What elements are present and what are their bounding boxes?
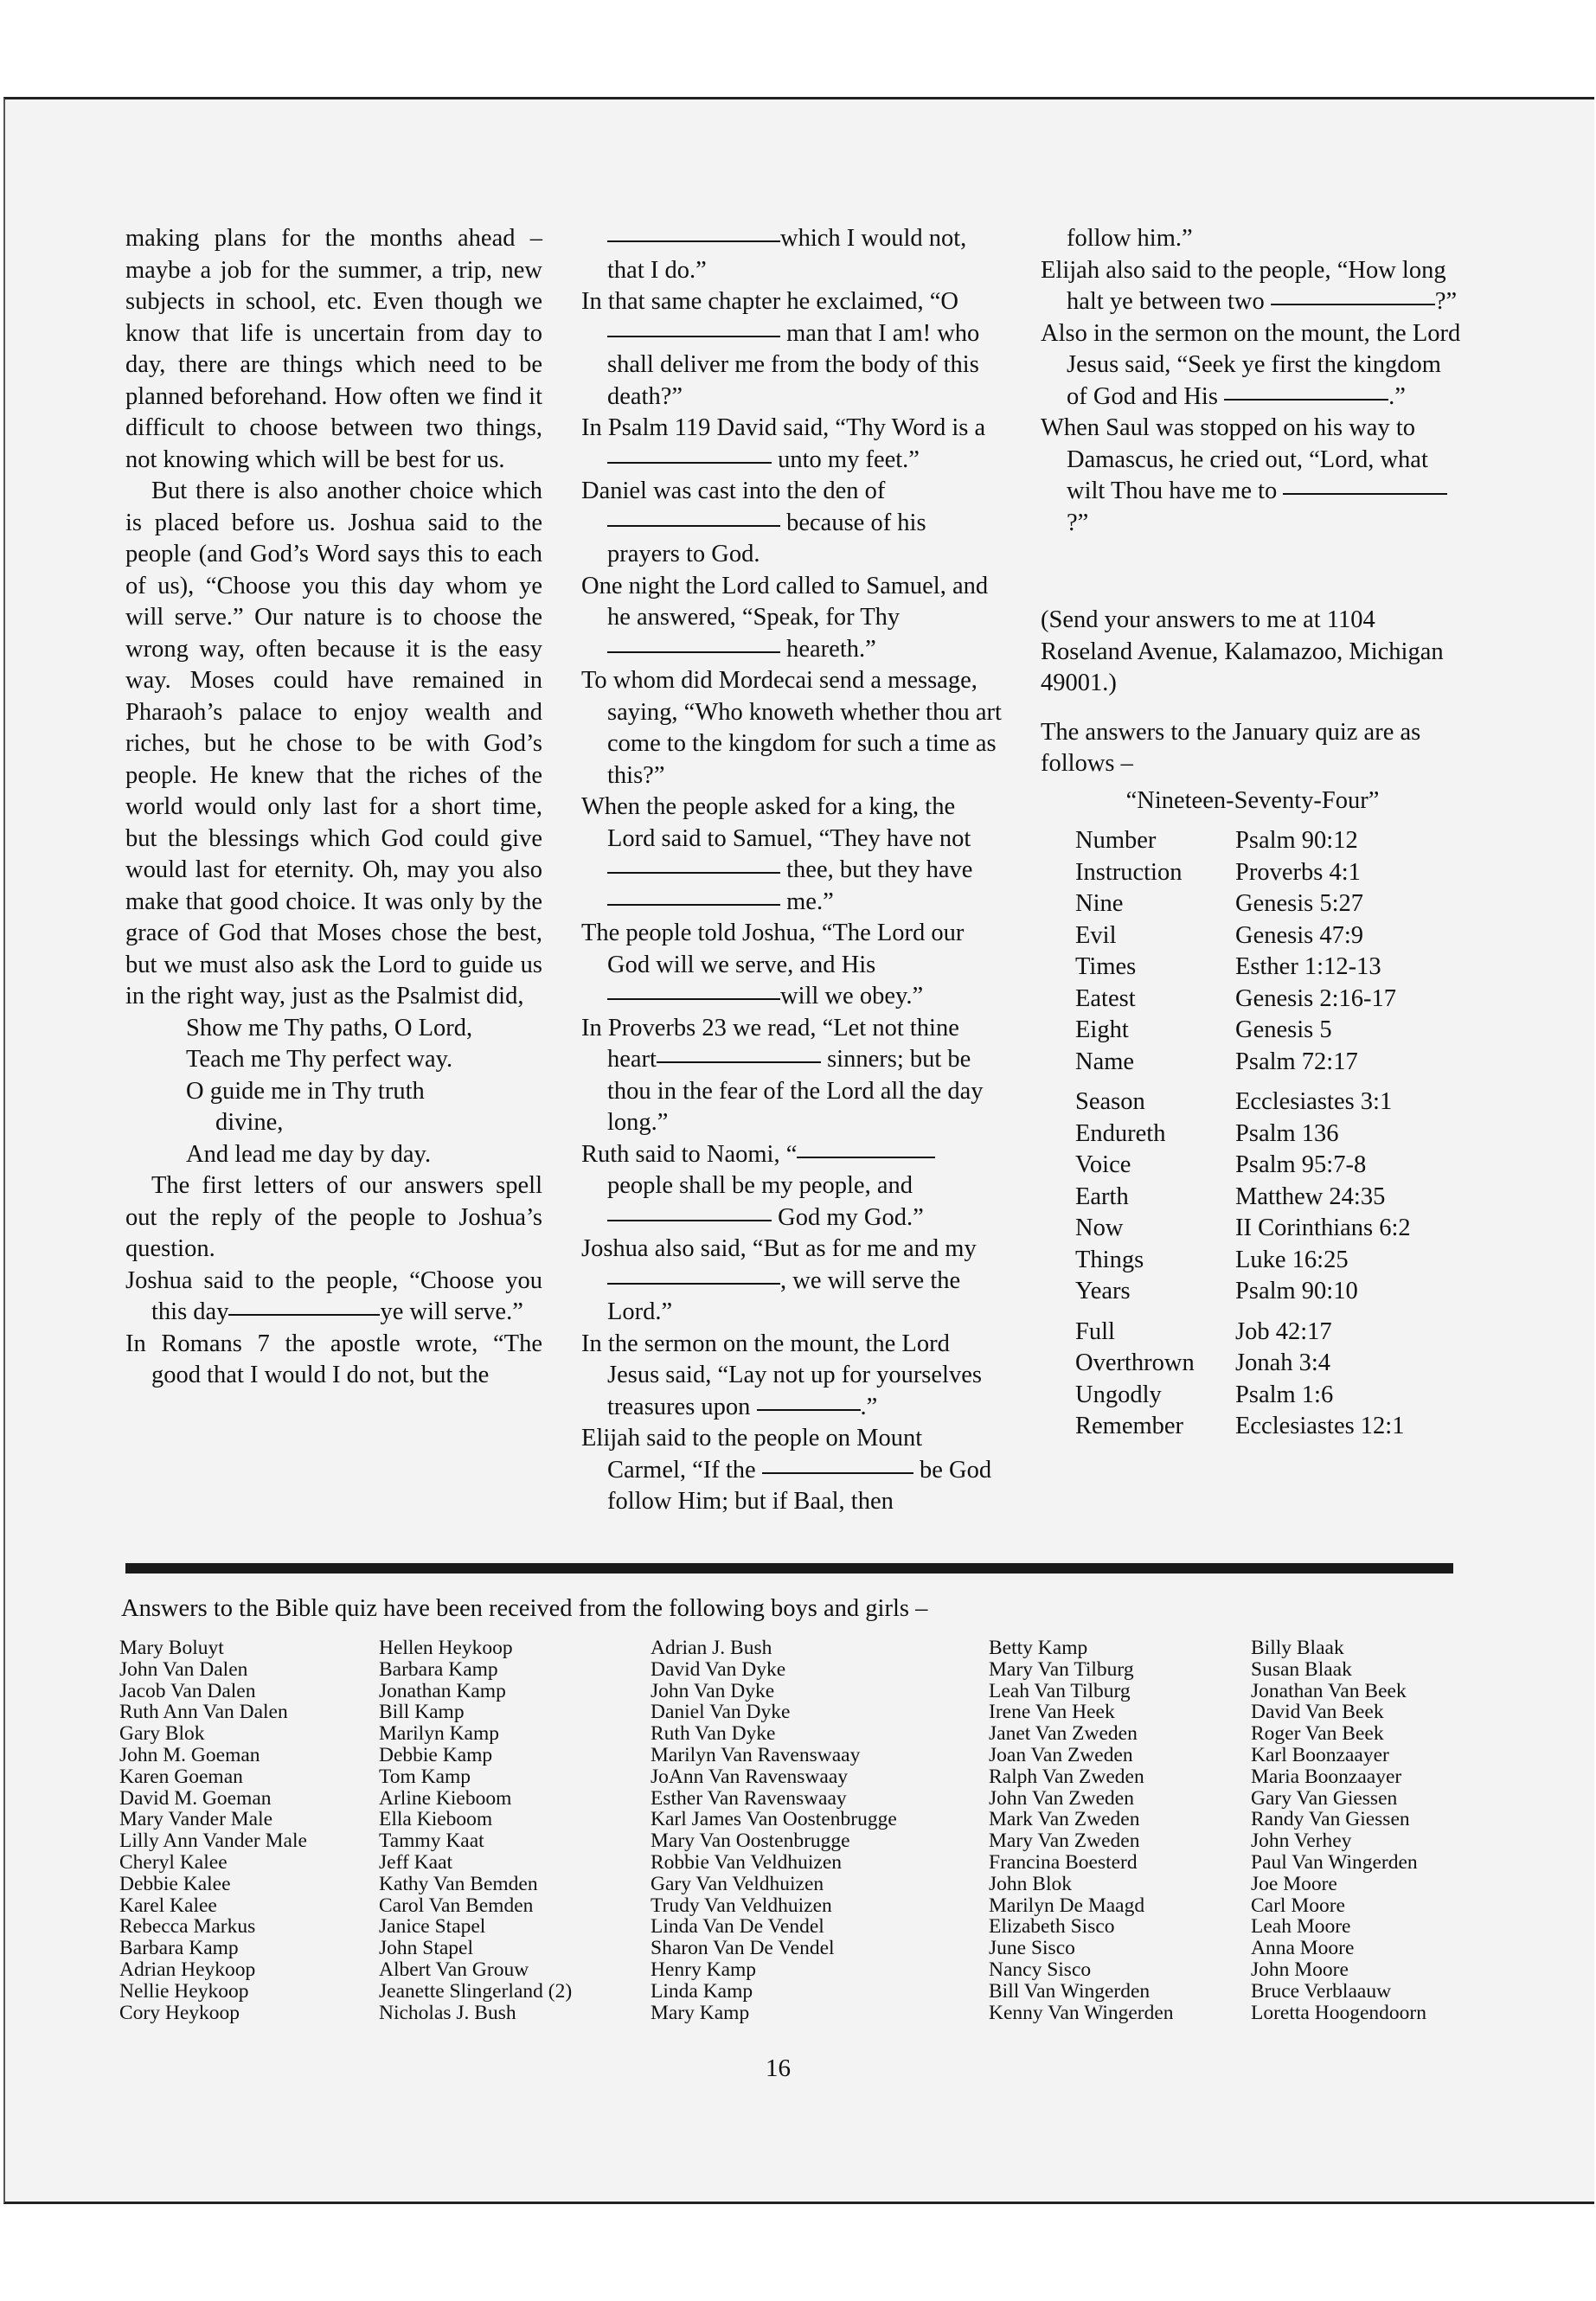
question-5: Daniel was cast into the den of because of his prayers to God. (581, 478, 926, 567)
answer-reference: Psalm 1:6 (1235, 1381, 1334, 1408)
question-16: Also in the sermon on the mount, the Lord Jesus said, “Seek ye first the kingdom of God and His .” (1041, 319, 1461, 410)
name-item: Mary Boluyt (119, 1637, 224, 1659)
answer-reference: Genesis 47:9 (1235, 921, 1364, 949)
name-item: Jeanette Slingerland (2) (379, 1979, 573, 2003)
answer-row (1075, 1015, 1411, 1047)
name-item: Adrian Heykoop (119, 1958, 256, 1981)
answer-word: Eatest (1075, 984, 1136, 1012)
answer-reference: II Corinthians 6:2 (1235, 1215, 1411, 1241)
name-item: Marilyn Kamp (379, 1722, 500, 1746)
answer-blank (607, 871, 780, 874)
name-item: JoAnn Van Ravenswaay (651, 1765, 849, 1788)
answer-reference: Proverbs 4:1 (1235, 858, 1361, 886)
paragraph-choice: But there is also another choice which is placed before us. Joshua said to the people (and God’s Word says this to each of us), “Choose you this day whom ye will serve.” Our nature is to choose the wrong way, often because it is the easy way. Moses could have remained in Pharaoh’s palace to enjoy wealth and riches, but he chose to be with God’s people. He knew that the riches of the world would only last for a short time, but the blessings which God could give would last for eternity. Oh, may you also make that good choice. It was only by the grace of God that Moses chose the best, but we must also ask the Lord to guide us in the right way, just as the Psalmist did, (125, 478, 542, 1009)
name-item: Francina Boesterd (989, 1850, 1138, 1874)
question-10: In Proverbs 23 we read, “Let not thine heart sinners; but be thou in the fear of the Lord all the day long.” (581, 1014, 984, 1136)
name-item: Paul Van Wingerden (1251, 1850, 1418, 1874)
name-item: Leah Van Tilburg (989, 1679, 1131, 1702)
answer-blank (607, 240, 780, 242)
answer-reference: Ecclesiastes 12:1 (1235, 1413, 1405, 1439)
name-item: Nancy Sisco (989, 1958, 1092, 1981)
name-item: Barbara Kamp (379, 1657, 498, 1681)
answer-row (1075, 1411, 1411, 1443)
name-item: Randy Van Giessen (1251, 1808, 1410, 1831)
answer-reference: Esther 1:12-13 (1235, 953, 1381, 980)
name-item: John Van Zweden (989, 1786, 1134, 1810)
question-3: In that same chapter he exclaimed, “O man that I am! who shall deliver me from the body of this death?” (581, 288, 980, 410)
name-item: Roger Van Beek (1251, 1722, 1384, 1746)
answer-row (1075, 1348, 1411, 1380)
name-item: Carl Moore (1251, 1894, 1345, 1917)
answer-row (1075, 952, 1411, 984)
answer-blank (607, 903, 780, 906)
question-13: In the sermon on the mount, the Lord Jesus said, “Lay not up for yourselves treasures upon .” (581, 1330, 982, 1420)
name-item: Mary Van Tilburg (989, 1657, 1134, 1681)
names-column-4 (989, 1638, 1174, 2023)
answer-blank (762, 1471, 913, 1474)
name-item: Leah Moore (1251, 1915, 1351, 1939)
names-column-1 (119, 1638, 307, 2023)
name-item: Tom Kamp (379, 1765, 471, 1788)
name-item: Gary Blok (119, 1722, 205, 1746)
name-item: David Van Beek (1251, 1701, 1384, 1724)
answer-reference: Psalm 95:7-8 (1235, 1151, 1367, 1178)
question-15: Elijah also said to the people, “How long halt ye between two ?” (1041, 256, 1458, 315)
answer-blank (1224, 398, 1388, 401)
answer-word: Endureth (1075, 1119, 1166, 1147)
question-8: When the people asked for a king, the Lord said to Samuel, “They have not thee, but they have me.” (581, 793, 973, 915)
name-item: Loretta Hoogendoorn (1251, 2001, 1426, 2024)
name-item: Henry Kamp (651, 1958, 757, 1981)
answer-word: Overthrown (1075, 1349, 1195, 1376)
name-item: David Van Dyke (651, 1657, 786, 1681)
name-item: Trudy Van Veldhuizen (651, 1894, 832, 1917)
answer-row (1075, 1182, 1411, 1214)
name-item: Robbie Van Veldhuizen (651, 1850, 843, 1874)
question-7: To whom did Mordecai send a message, saying, “Who knoweth whether thou art come to the kingdom for such a time as this?” (581, 667, 1002, 789)
page-number: 16 (766, 2054, 791, 2082)
name-item: Debbie Kamp (379, 1743, 493, 1766)
names-column-3 (651, 1638, 897, 2023)
answer-row (1075, 857, 1411, 889)
name-item: Esther Van Ravenswaay (651, 1786, 847, 1810)
name-item: John Moore (1251, 1958, 1349, 1981)
name-item: Kenny Van Wingerden (989, 2001, 1174, 2024)
answer-reference: Matthew 24:35 (1235, 1183, 1386, 1210)
name-item: Debbie Kalee (119, 1872, 231, 1895)
answer-reference: Ecclesiastes 3:1 (1235, 1088, 1393, 1115)
name-item: Ella Kieboom (379, 1808, 493, 1831)
answer-row (1075, 1380, 1411, 1412)
name-item: Linda Kamp (651, 1979, 753, 2003)
poem (186, 1013, 542, 1171)
name-item: Mark Van Zweden (989, 1808, 1140, 1831)
january-answers-intro: The answers to the January quiz are as follows – (1041, 718, 1421, 777)
poem-line: O guide me in Thy truth (186, 1077, 425, 1105)
name-item: June Sisco (989, 1937, 1075, 1960)
answer-blank (607, 651, 780, 653)
name-item: Nicholas J. Bush (379, 2001, 516, 2024)
answer-blank (757, 1408, 861, 1411)
question-11: Ruth said to Naomi, “ people shall be my people, and God my God.” (581, 1139, 1003, 1234)
column-1 (125, 223, 542, 1392)
question-12: Joshua also said, “But as for me and my , we will serve the Lord.” (581, 1235, 977, 1325)
poem-line: Show me Thy paths, O Lord, (186, 1014, 473, 1042)
column-3 (1041, 223, 1465, 1443)
answer-blank (607, 335, 780, 337)
name-item: Sharon Van De Vendel (651, 1937, 835, 1960)
january-answers-table (1075, 825, 1411, 1443)
answer-word: Earth (1075, 1183, 1129, 1210)
name-item: Mary Vander Male (119, 1808, 273, 1831)
name-item: Adrian J. Bush (651, 1637, 772, 1659)
answer-row (1075, 1047, 1411, 1079)
name-item: Marilyn De Maagd (989, 1894, 1145, 1917)
name-item: Nellie Heykoop (119, 1979, 249, 2003)
answer-word: Season (1075, 1088, 1145, 1115)
send-answers-note: (Send your answers to me at 1104 Roseland Avenue, Kalamazoo, Michigan 49001.) (1041, 606, 1444, 696)
name-item: Daniel Van Dyke (651, 1701, 791, 1724)
name-item: Jeff Kaat (379, 1850, 453, 1874)
answer-blank (607, 1282, 780, 1285)
answer-word: Times (1075, 953, 1137, 980)
name-item: Billy Blaak (1251, 1637, 1344, 1659)
answer-reference: Job 42:17 (1235, 1317, 1332, 1345)
poem-line: Teach me Thy perfect way. (186, 1046, 453, 1073)
name-item: Janet Van Zweden (989, 1722, 1138, 1746)
divider-rule (125, 1563, 1453, 1574)
name-item: Anna Moore (1251, 1937, 1355, 1960)
paragraph-instructions: The first letters of our answers spell out the reply of the people to Joshua’s question. (125, 1172, 542, 1262)
name-item: Jonathan Kamp (379, 1679, 506, 1702)
question-6: One night the Lord called to Samuel, and he answered, “Speak, for Thy heareth.” (581, 572, 989, 663)
name-item: Betty Kamp (989, 1637, 1088, 1659)
name-item: David M. Goeman (119, 1786, 272, 1810)
name-item: John Stapel (379, 1937, 474, 1960)
answer-word: Voice (1075, 1151, 1131, 1178)
name-item: Ruth Van Dyke (651, 1722, 776, 1746)
name-item: Lilly Ann Vander Male (119, 1830, 307, 1853)
name-item: Carol Van Bemden (379, 1894, 534, 1917)
name-item: Karel Kalee (119, 1894, 217, 1917)
names-column-5 (1251, 1638, 1426, 2023)
answer-word: Ungodly (1075, 1381, 1162, 1408)
answer-word: Eight (1075, 1016, 1129, 1043)
question-14-cont: follow him.” (1067, 225, 1193, 252)
poem-line: And lead me day by day. (186, 1140, 432, 1168)
name-item: Mary Van Zweden (989, 1830, 1140, 1853)
answer-word: Things (1075, 1246, 1144, 1273)
answer-row (1075, 1150, 1411, 1182)
answer-blank (228, 1313, 380, 1316)
name-item: Karen Goeman (119, 1765, 243, 1788)
answer-word: Number (1075, 827, 1157, 854)
name-item: Janice Stapel (379, 1915, 486, 1939)
name-item: John Van Dalen (119, 1657, 248, 1681)
answer-row (1075, 984, 1411, 1016)
name-item: Karl James Van Oostenbrugge (651, 1808, 897, 1831)
name-item: Arline Kieboom (379, 1786, 512, 1810)
name-item: Jonathan Van Beek (1251, 1679, 1407, 1702)
name-item: Rebecca Markus (119, 1915, 256, 1939)
name-item: Cheryl Kalee (119, 1850, 228, 1874)
paragraph-intro: making plans for the months ahead – maybe a job for the summer, a trip, new subjects in school, etc. Even though we know that life is uncertain from day to day, there are things which need to be planned beforehand. How often we find it difficult to choose between two things, not knowing which will be best for us. (125, 225, 542, 473)
name-item: Kathy Van Bemden (379, 1872, 538, 1895)
answer-row (1075, 1276, 1411, 1308)
name-item: Albert Van Grouw (379, 1958, 529, 1981)
name-item: Bill Van Wingerden (989, 1979, 1151, 2003)
answer-word: Name (1075, 1048, 1135, 1075)
name-item: Hellen Heykoop (379, 1637, 513, 1659)
name-item: Mary Kamp (651, 2001, 750, 2024)
answer-blank (797, 1156, 935, 1158)
question-2: In Romans 7 the apostle wrote, “The good that I would I do not, but the (125, 1330, 542, 1388)
answer-row (1075, 1245, 1411, 1277)
name-item: Mary Van Oostenbrugge (651, 1830, 850, 1853)
question-17: When Saul was stopped on his way to Damascus, he cried out, “Lord, what wilt Thou have me to ?” (1041, 413, 1465, 539)
name-item: Joan Van Zweden (989, 1743, 1133, 1766)
answer-blank (1283, 492, 1447, 495)
name-item: Bruce Verblaauw (1251, 1979, 1392, 2003)
january-quiz-title: “Nineteen-Seventy-Four” (1125, 786, 1380, 814)
answer-reference: Psalm 90:12 (1235, 827, 1358, 854)
name-item: Karl Boonzaayer (1251, 1743, 1389, 1766)
answer-blank (607, 1219, 772, 1221)
name-item: Joe Moore (1251, 1872, 1337, 1895)
name-item: Barbara Kamp (119, 1937, 239, 1960)
answer-word: Now (1075, 1215, 1124, 1241)
answer-word: Evil (1075, 921, 1117, 949)
answer-reference: Genesis 5:27 (1235, 890, 1364, 917)
name-item: Ralph Van Zweden (989, 1765, 1144, 1788)
question-9: The people told Joshua, “The Lord our God will we serve, and His will we obey.” (581, 920, 965, 1009)
question-4: In Psalm 119 David said, “Thy Word is a unto my feet.” (581, 414, 986, 473)
name-item: John Blok (989, 1872, 1072, 1895)
name-item: Gary Van Veldhuizen (651, 1872, 824, 1895)
name-item: Ruth Ann Van Dalen (119, 1701, 288, 1724)
answer-reference: Jonah 3:4 (1235, 1349, 1331, 1376)
name-item: Jacob Van Dalen (119, 1679, 256, 1702)
column-2 (581, 223, 1003, 1518)
answer-blank (657, 1061, 821, 1063)
name-item: Marilyn Van Ravenswaay (651, 1743, 861, 1766)
names-intro: Answers to the Bible quiz have been received from the following boys and girls – (121, 1595, 928, 1622)
answer-blank (607, 461, 772, 464)
name-item: Cory Heykoop (119, 2001, 240, 2024)
name-item: Maria Boonzaayer (1251, 1765, 1402, 1788)
name-item: Linda Van De Vendel (651, 1915, 824, 1939)
answer-word: Nine (1075, 890, 1124, 917)
name-item: Bill Kamp (379, 1701, 465, 1724)
name-item: John M. Goeman (119, 1743, 260, 1766)
answer-blank (607, 524, 780, 527)
answer-word: Instruction (1075, 858, 1183, 886)
answer-reference: Genesis 5 (1235, 1016, 1332, 1043)
name-item: John Van Dyke (651, 1679, 775, 1702)
answer-row (1075, 1213, 1411, 1245)
question-14: Elijah said to the people on Mount Carmel, “If the be God follow Him; but if Baal, then (581, 1425, 992, 1515)
answer-row (1075, 1078, 1411, 1118)
answer-reference: Psalm 136 (1235, 1119, 1339, 1147)
answer-row (1075, 825, 1411, 857)
question-2-cont: which I would not, that I do.” (607, 225, 967, 284)
name-item: Irene Van Heek (989, 1701, 1115, 1724)
answer-reference: Genesis 2:16-17 (1235, 984, 1397, 1012)
poem-line: divine, (215, 1109, 284, 1136)
answer-row (1075, 888, 1411, 920)
answer-blank (607, 997, 780, 1000)
answer-row (1075, 920, 1411, 952)
name-item: Susan Blaak (1251, 1657, 1352, 1681)
name-item: John Verhey (1251, 1830, 1352, 1853)
answer-blank (1271, 303, 1435, 305)
answer-reference: Psalm 72:17 (1235, 1048, 1358, 1075)
names-column-2 (379, 1638, 572, 2023)
name-item: Elizabeth Sisco (989, 1915, 1115, 1939)
answer-word: Full (1075, 1317, 1115, 1345)
name-item: Tammy Kaat (379, 1830, 484, 1853)
answer-row (1075, 1118, 1411, 1150)
name-item: Gary Van Giessen (1251, 1786, 1398, 1810)
answer-reference: Luke 16:25 (1235, 1246, 1349, 1273)
answer-row (1075, 1308, 1411, 1349)
answer-reference: Psalm 90:10 (1235, 1278, 1358, 1304)
answer-word: Remember (1075, 1413, 1184, 1439)
question-1: Joshua said to the people, “Choose you this day ye will serve.” (125, 1266, 542, 1325)
answer-word: Years (1075, 1278, 1131, 1304)
